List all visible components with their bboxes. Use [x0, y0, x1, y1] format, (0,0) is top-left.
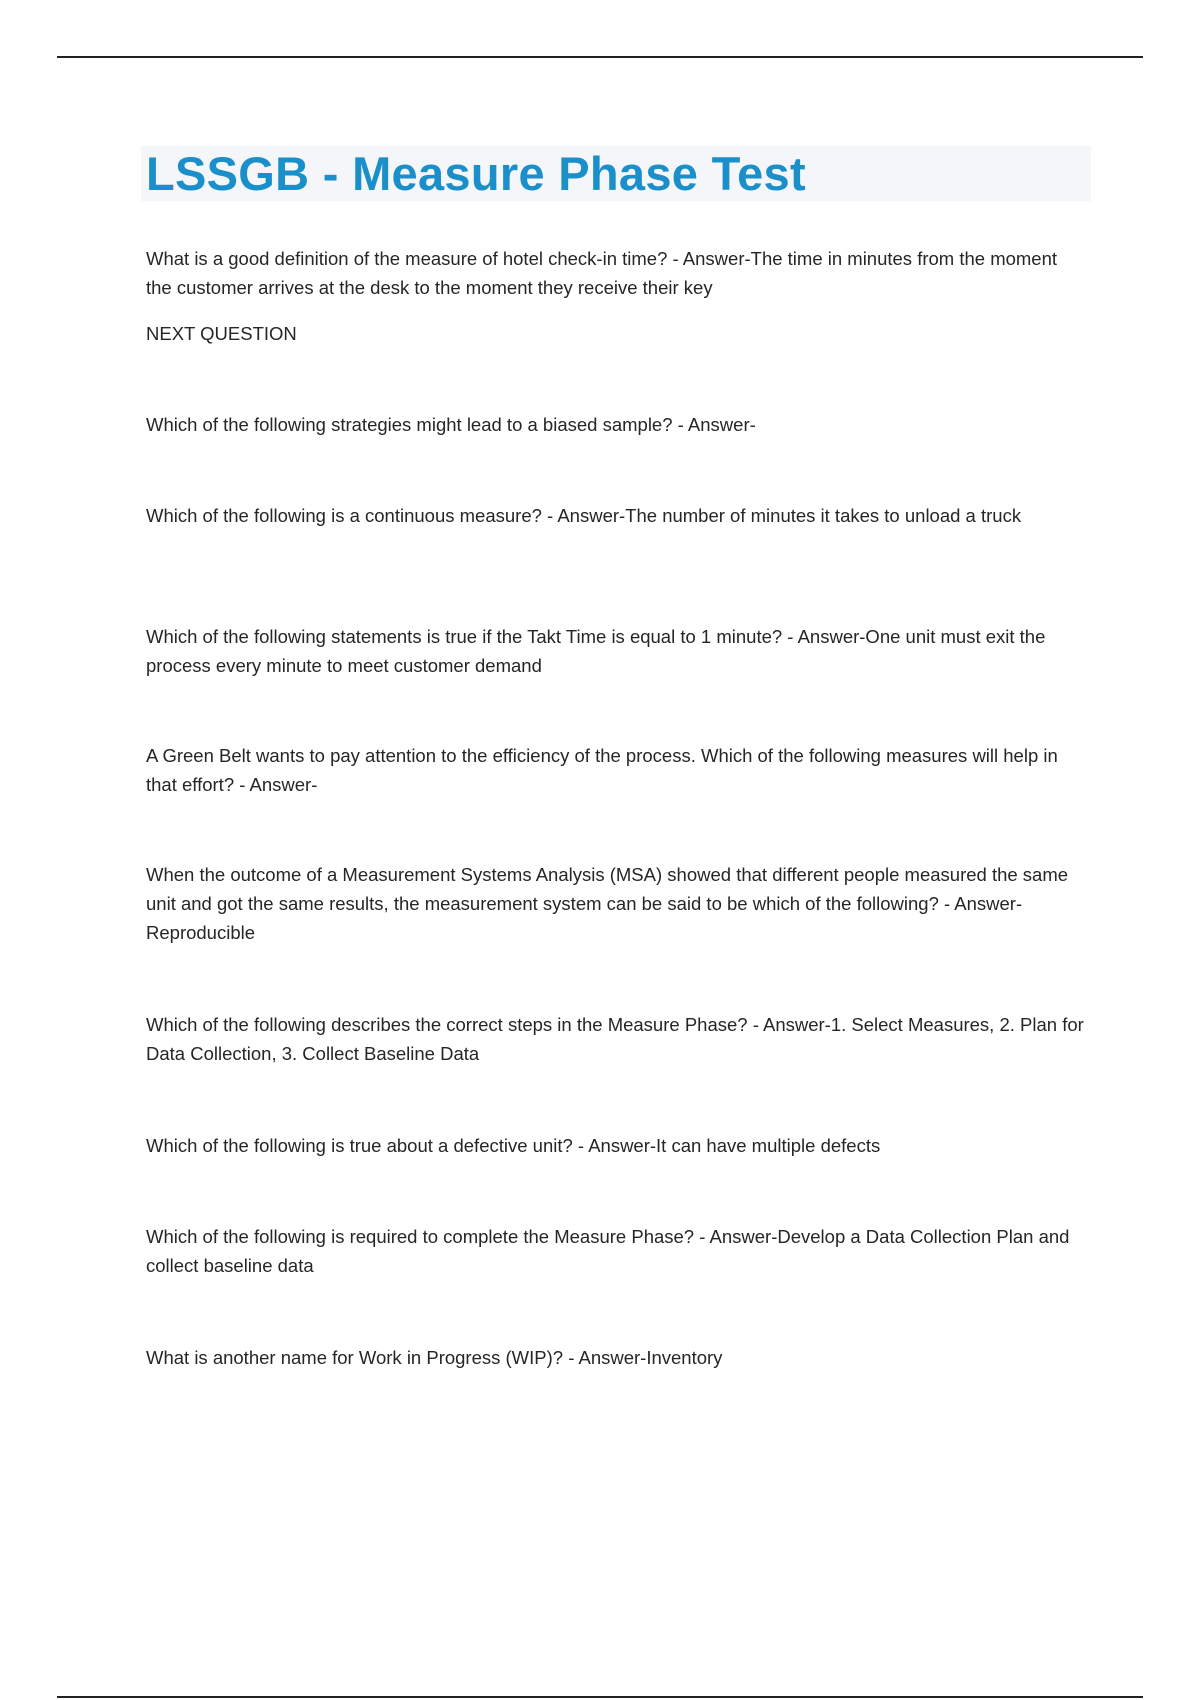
qa-item-measure-phase-steps: Which of the following describes the correct steps in the Measure Phase? - Answer-1. Select Measures, 2. Plan for Data Collection, 3. Collect Baseline Data — [146, 1014, 1084, 1064]
qa-item-biased-sample: Which of the following strategies might lead to a biased sample? - Answer- — [146, 414, 756, 435]
qa-item-complete-measure-phase: Which of the following is required to complete the Measure Phase? - Answer-Develop a Data Collection Plan and collect baseline data — [146, 1226, 1070, 1276]
qa-item-efficiency-measures: A Green Belt wants to pay attention to the efficiency of the process. Which of the following measures will help in that effort? - Answer- — [146, 745, 1058, 795]
page-title: LSSGB - Measure Phase Test — [146, 147, 806, 200]
top-rule — [57, 56, 1143, 58]
qa-item-hotel-check-in: What is a good definition of the measure of hotel check-in time? - Answer-The time in minutes from the moment the customer arrives at the desk to the moment they receive their key — [146, 248, 1058, 298]
qa-item-continuous-measure: Which of the following is a continuous measure? - Answer-The number of minutes it takes to unload a truck — [146, 505, 1022, 526]
next-question-label: NEXT QUESTION — [146, 323, 297, 344]
bottom-rule — [57, 1696, 1143, 1698]
qa-item-takt-time: Which of the following statements is true if the Takt Time is equal to 1 minute? - Answer-One unit must exit the process every minute to meet customer demand — [146, 626, 1046, 676]
qa-item-defective-unit: Which of the following is true about a defective unit? - Answer-It can have multiple defects — [146, 1135, 881, 1156]
qa-item-msa-reproducible: When the outcome of a Measurement Systems Analysis (MSA) showed that different people measured the same unit and got the same results, the measurement system can be said to be which of the following? - Answer-Reproducible — [146, 864, 1069, 943]
qa-item-wip: What is another name for Work in Progress (WIP)? - Answer-Inventory — [146, 1347, 723, 1368]
